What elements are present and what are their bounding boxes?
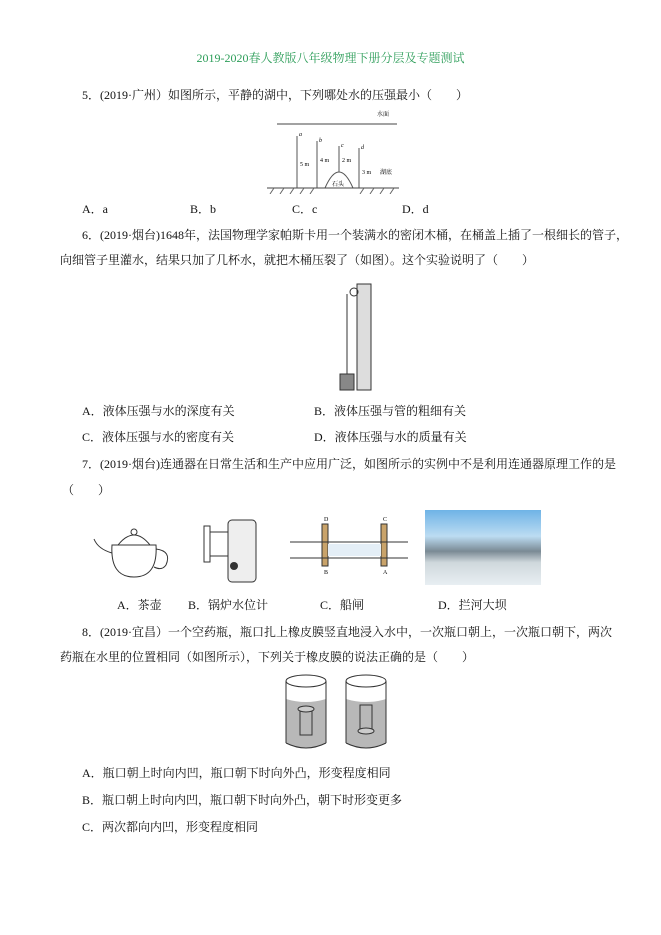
question-6-stem-line2: 向细管子里灌水，结果只加了几杯水，就把木桶压裂了（如图）。这个实验说明了（ ） xyxy=(60,253,535,267)
q6-option-d: D．液体压强与水的质量有关 xyxy=(314,430,467,444)
q5-option-b: B．b xyxy=(190,202,217,216)
boiler-figure xyxy=(188,512,263,584)
q7-option-d: D．拦河大坝 xyxy=(438,598,507,612)
ship-lock-figure xyxy=(290,512,408,584)
point-c: c xyxy=(341,143,344,149)
pascal-barrel-figure xyxy=(332,282,377,394)
question-7-stem-line2: （ ） xyxy=(62,483,111,497)
point-a: a xyxy=(299,132,302,138)
medicine-bottle-figure xyxy=(283,673,393,753)
lock-label-c: C xyxy=(383,517,388,523)
depth-c: 2 m xyxy=(342,158,352,164)
depth-b: 4 m xyxy=(320,158,330,164)
page-title: 2019-2020春人教版八年级物理下册分层及专题测试 xyxy=(196,51,465,65)
q8-option-c: C．两次都向内凹，形变程度相同 xyxy=(82,820,259,834)
lake-pressure-figure xyxy=(265,106,405,194)
q6-option-a: A．液体压强与水的深度有关 xyxy=(82,404,235,418)
depth-a: 5 m xyxy=(300,162,310,168)
q5-option-a: A．a xyxy=(82,202,108,216)
rock-label: 石头 xyxy=(332,182,345,188)
q8-option-a: A．瓶口朝上时向内凹，瓶口朝下时向外凸，形变程度相同 xyxy=(82,766,391,780)
q6-option-b: B．液体压强与管的粗细有关 xyxy=(314,404,467,418)
q7-option-b: B．锅炉水位计 xyxy=(188,598,269,612)
q5-option-c: C．c xyxy=(292,202,318,216)
bottom-label: 湖底 xyxy=(380,170,393,176)
surface-label: 水面 xyxy=(377,112,390,118)
lock-label-d: D xyxy=(324,517,329,523)
q5-option-d: D．d xyxy=(402,202,429,216)
question-5-stem: 5．(2019·广州）如图所示，平静的湖中，下列哪处水的压强最小（ ） xyxy=(82,88,468,102)
question-8-stem-line1: 8．(2019·宜昌）一个空药瓶，瓶口扎上橡皮膜竖直地浸入水中，一次瓶口朝上，一次瓶口朝下，两次 xyxy=(82,625,612,639)
dam-photo xyxy=(425,510,541,585)
teapot-figure xyxy=(90,515,178,583)
point-b: b xyxy=(319,138,322,144)
q7-option-a: A．茶壶 xyxy=(117,598,162,612)
lock-label-a: A xyxy=(383,570,388,576)
lock-label-b: B xyxy=(324,570,329,576)
question-8-stem-line2: 药瓶在水里的位置相同（如图所示），下列关于橡皮膜的说法正确的是（ ） xyxy=(60,650,475,664)
q7-option-c: C．船闸 xyxy=(320,598,365,612)
question-7-stem-line1: 7．(2019·烟台)连通器在日常生活和生产中应用广泛，如图所示的实例中不是利用连通器原理工作的是 xyxy=(82,457,616,471)
question-6-stem-line1: 6．(2019·烟台)1648年，法国物理学家帕斯卡用一个装满水的密闭木桶，在桶盖上插了一根细长的管子， xyxy=(82,228,628,242)
q8-option-b: B．瓶口朝上时向内凹，瓶口朝下时向外凸，朝下时形变更多 xyxy=(82,793,403,807)
depth-d: 3 m xyxy=(362,170,372,176)
point-d: d xyxy=(361,145,364,151)
q6-option-c: C．液体压强与水的密度有关 xyxy=(82,430,235,444)
